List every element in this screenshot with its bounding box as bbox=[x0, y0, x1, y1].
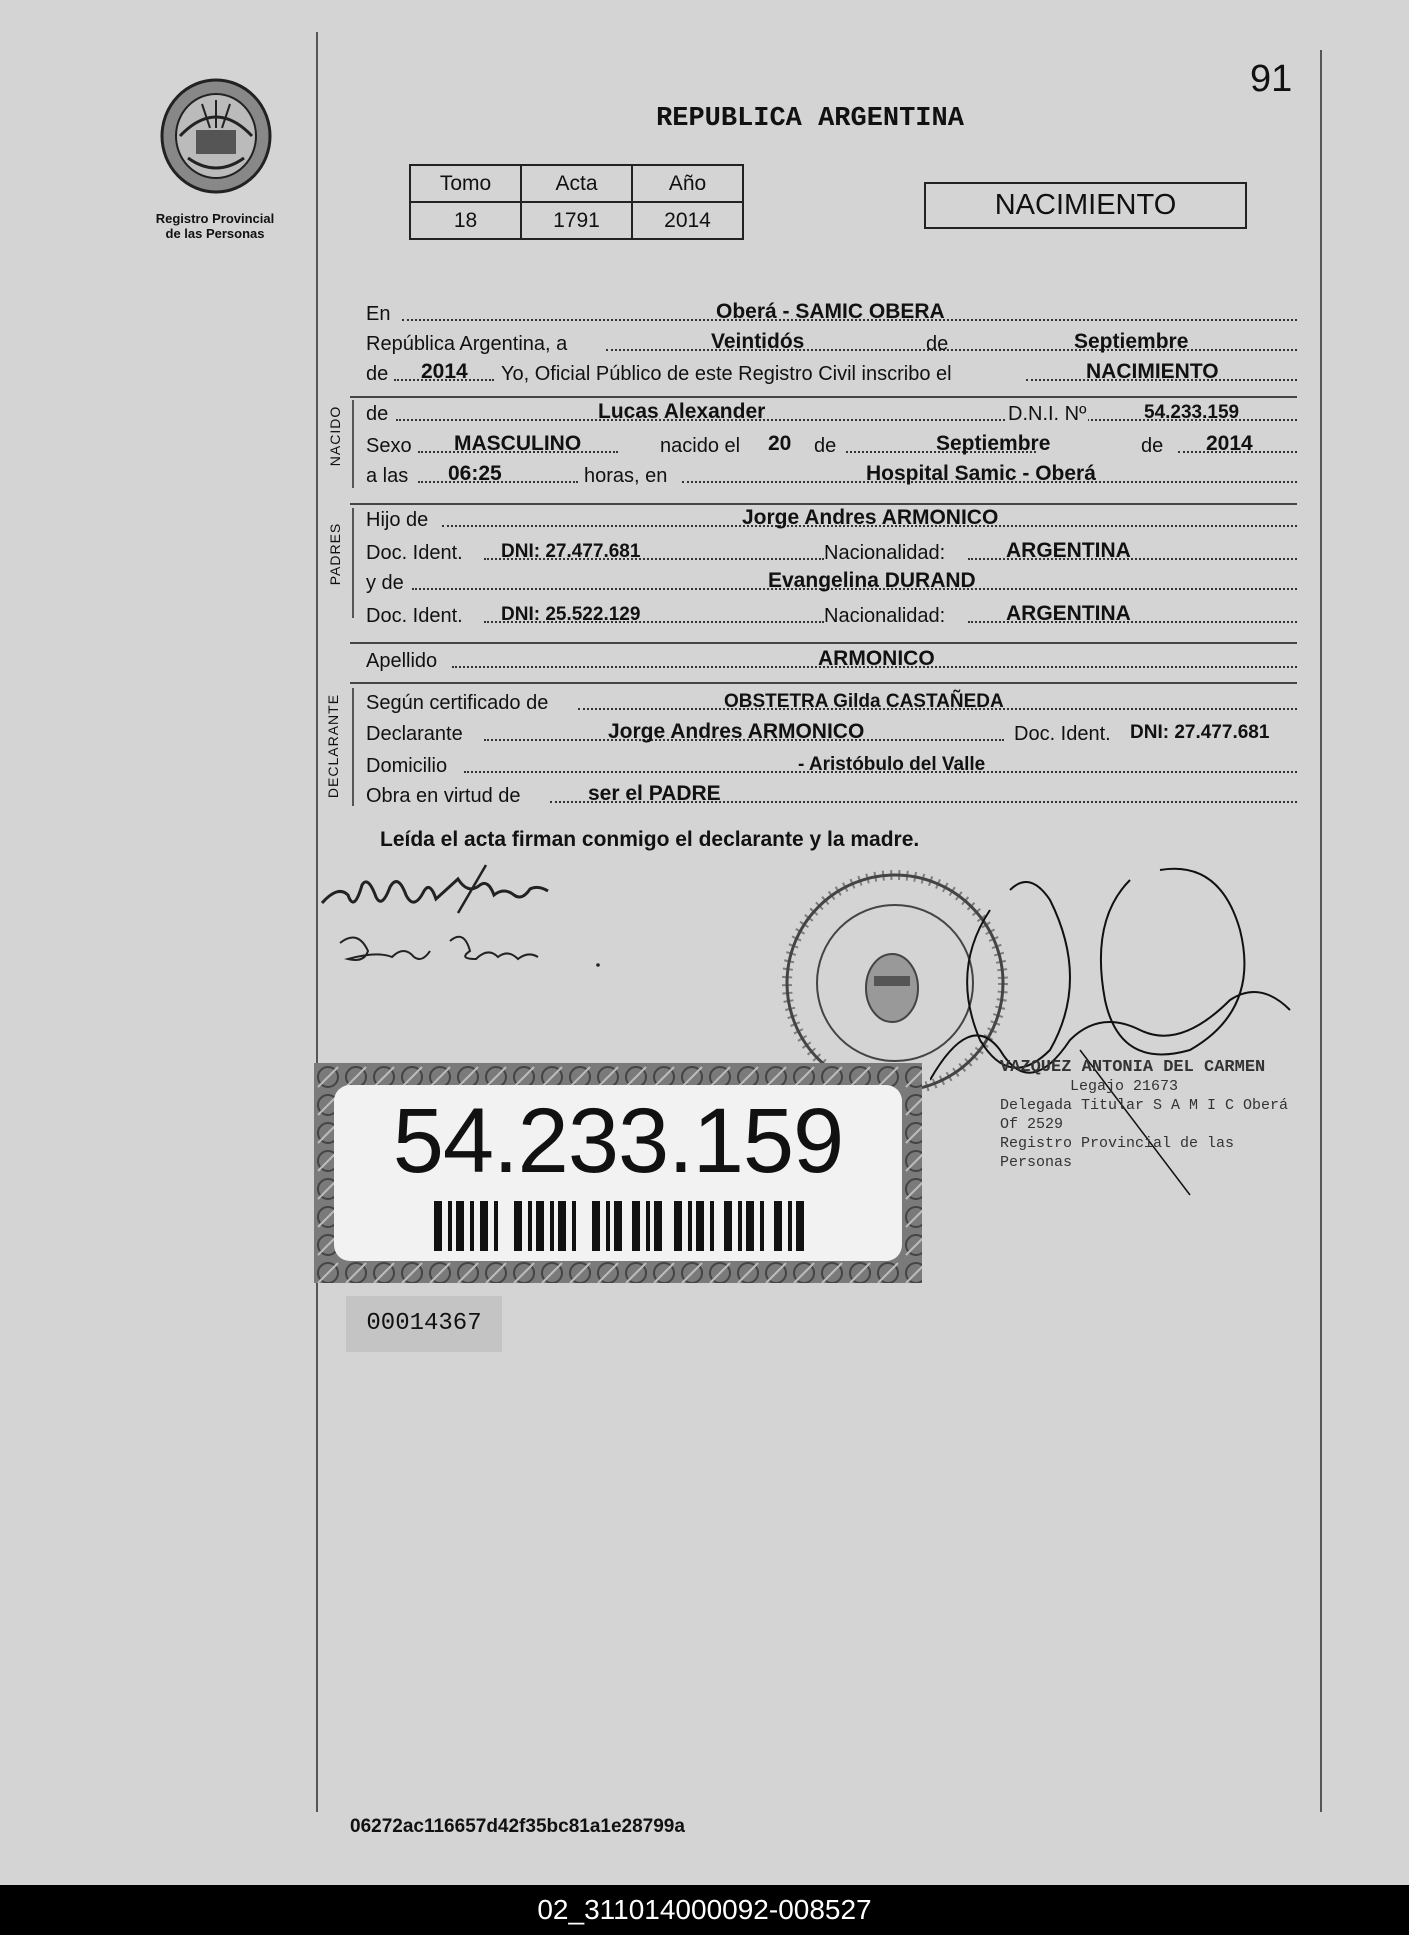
father-nationality: ARGENTINA bbox=[1006, 539, 1131, 562]
de-label: de bbox=[926, 333, 949, 355]
declarante-label: Declarante bbox=[366, 723, 463, 745]
closing-text: Leída el acta firman conmigo el declarante y la madre. bbox=[380, 828, 920, 851]
row-fecha bbox=[366, 328, 1297, 356]
row-en bbox=[366, 298, 1297, 326]
officer-role: Delegada Titular S A M I C Oberá Of 2529 bbox=[1000, 1097, 1289, 1133]
officer-name: VAZQUEZ ANTONIA DEL CARMEN bbox=[1000, 1058, 1266, 1077]
birth-place: Hospital Samic - Oberá bbox=[866, 462, 1096, 485]
row-inscripcion bbox=[366, 358, 1297, 386]
day-value: Veintidós bbox=[711, 330, 805, 353]
apellido-value: ARMONICO bbox=[818, 647, 935, 670]
nacido-dni: 54.233.159 bbox=[1144, 402, 1240, 423]
birth-year: 2014 bbox=[1206, 432, 1253, 455]
mother-doc: DNI: 25.522.129 bbox=[501, 604, 641, 625]
nacido-name: Lucas Alexander bbox=[598, 400, 766, 423]
padres-sidebar-line bbox=[352, 508, 354, 618]
provincial-seal-logo bbox=[158, 78, 274, 194]
control-number: 00014367 bbox=[346, 1296, 502, 1352]
row-certificado bbox=[366, 687, 1297, 715]
apellido-label: Apellido bbox=[366, 650, 438, 672]
nacido-sidebar-line bbox=[352, 400, 354, 488]
mother-nationality: ARGENTINA bbox=[1006, 602, 1131, 625]
tomo-header: Tomo bbox=[410, 165, 521, 202]
official-text: Yo, Oficial Público de este Registro Civil inscribo el bbox=[501, 363, 952, 385]
padres-section-label: PADRES bbox=[327, 522, 343, 586]
obra-label: Obra en virtud de bbox=[366, 785, 521, 807]
sexo-label: Sexo bbox=[366, 435, 412, 457]
divider bbox=[350, 642, 1297, 644]
declarante-value: Jorge Andres ARMONICO bbox=[608, 720, 865, 743]
officer-registry: Registro Provincial de las Personas bbox=[1000, 1135, 1235, 1171]
divider bbox=[350, 682, 1297, 684]
dotted-line bbox=[606, 349, 1297, 351]
acta-header: Acta bbox=[521, 165, 632, 202]
declarante-doc-label: Doc. Ident. bbox=[1014, 723, 1111, 745]
month-value: Septiembre bbox=[1074, 330, 1189, 353]
domicilio-value: - Aristóbulo del Valle bbox=[798, 754, 986, 775]
id-sticker bbox=[314, 1063, 922, 1283]
row-sexo bbox=[366, 430, 1297, 458]
horas-en-label: horas, en bbox=[584, 465, 668, 487]
handwritten-signatures bbox=[318, 855, 618, 985]
sexo-value: MASCULINO bbox=[454, 432, 582, 455]
mother-name: Evangelina DURAND bbox=[768, 569, 976, 592]
country-title: REPUBLICA ARGENTINA bbox=[656, 104, 964, 134]
y-de-label: y de bbox=[366, 572, 404, 594]
en-label: En bbox=[366, 303, 391, 325]
row-mother bbox=[366, 567, 1297, 595]
file-id: 02_311014000092-008527 bbox=[537, 1894, 872, 1925]
sticker-inner bbox=[334, 1085, 902, 1261]
logo-caption-line-2: de las Personas bbox=[165, 226, 265, 241]
officer-legajo: Legajo 21673 bbox=[1070, 1078, 1179, 1095]
dni-label: D.N.I. Nº bbox=[1008, 403, 1087, 425]
father-nationality-label: Nacionalidad: bbox=[824, 542, 946, 564]
mother-nationality-label: Nacionalidad: bbox=[824, 605, 946, 627]
file-id-bar bbox=[0, 1885, 1409, 1935]
mother-doc-label: Doc. Ident. bbox=[366, 605, 463, 627]
birth-day: 20 bbox=[768, 432, 792, 455]
certificado-value: OBSTETRA Gilda CASTAÑEDA bbox=[724, 691, 1004, 712]
declarante-doc: DNI: 27.477.681 bbox=[1130, 722, 1270, 743]
year-value: 2014 bbox=[421, 360, 468, 383]
father-name: Jorge Andres ARMONICO bbox=[742, 506, 999, 529]
birth-de-label: de bbox=[814, 435, 837, 457]
nacido-section-label: NACIDO bbox=[327, 405, 343, 467]
nacido-el-label: nacido el bbox=[660, 435, 741, 457]
ano-header: Año bbox=[632, 165, 743, 202]
nacido-de-label: de bbox=[366, 403, 389, 425]
row-nombre bbox=[366, 398, 1297, 426]
barcode bbox=[434, 1201, 804, 1251]
sticker-id-number: 54.233.159 bbox=[392, 1090, 844, 1192]
certificado-label: Según certificado de bbox=[366, 692, 549, 714]
row-apellido bbox=[366, 645, 1297, 673]
row-domicilio bbox=[366, 750, 1297, 778]
hijo-de-label: Hijo de bbox=[366, 509, 429, 531]
row-mother-doc bbox=[366, 600, 1297, 628]
logo-caption-line-1: Registro Provincial bbox=[155, 211, 275, 226]
declarante-section-label: DECLARANTE bbox=[325, 693, 341, 799]
father-doc-label: Doc. Ident. bbox=[366, 542, 463, 564]
document-hash: 06272ac116657d42f35bc81a1e28799a bbox=[350, 1816, 685, 1837]
birth-month: Septiembre bbox=[936, 432, 1051, 455]
record-table bbox=[409, 164, 744, 240]
row-hora bbox=[366, 460, 1297, 488]
tomo-value: 18 bbox=[410, 202, 521, 239]
declarante-sidebar-line bbox=[352, 688, 354, 806]
row-declarante bbox=[366, 718, 1297, 746]
a-las-label: a las bbox=[366, 465, 409, 487]
logo-caption bbox=[140, 211, 290, 241]
year-de-label: de bbox=[366, 363, 389, 385]
page-number: 91 bbox=[1250, 58, 1293, 100]
inscribo-value: NACIMIENTO bbox=[1086, 360, 1219, 383]
row-father-doc bbox=[366, 537, 1297, 565]
father-doc: DNI: 27.477.681 bbox=[501, 541, 641, 562]
officer-block bbox=[1000, 1058, 1300, 1172]
en-value: Oberá - SAMIC OBERA bbox=[716, 300, 945, 323]
row-obra bbox=[366, 780, 1297, 808]
ano-value: 2014 bbox=[632, 202, 743, 239]
obra-value: ser el PADRE bbox=[588, 782, 721, 805]
domicilio-label: Domicilio bbox=[366, 755, 448, 777]
birth-de-label-2: de bbox=[1141, 435, 1164, 457]
birth-time: 06:25 bbox=[448, 462, 502, 485]
record-type-box: NACIMIENTO bbox=[924, 182, 1247, 229]
row-hijo-de bbox=[366, 504, 1297, 532]
acta-value: 1791 bbox=[521, 202, 632, 239]
republica-label: República Argentina, a bbox=[366, 333, 568, 355]
